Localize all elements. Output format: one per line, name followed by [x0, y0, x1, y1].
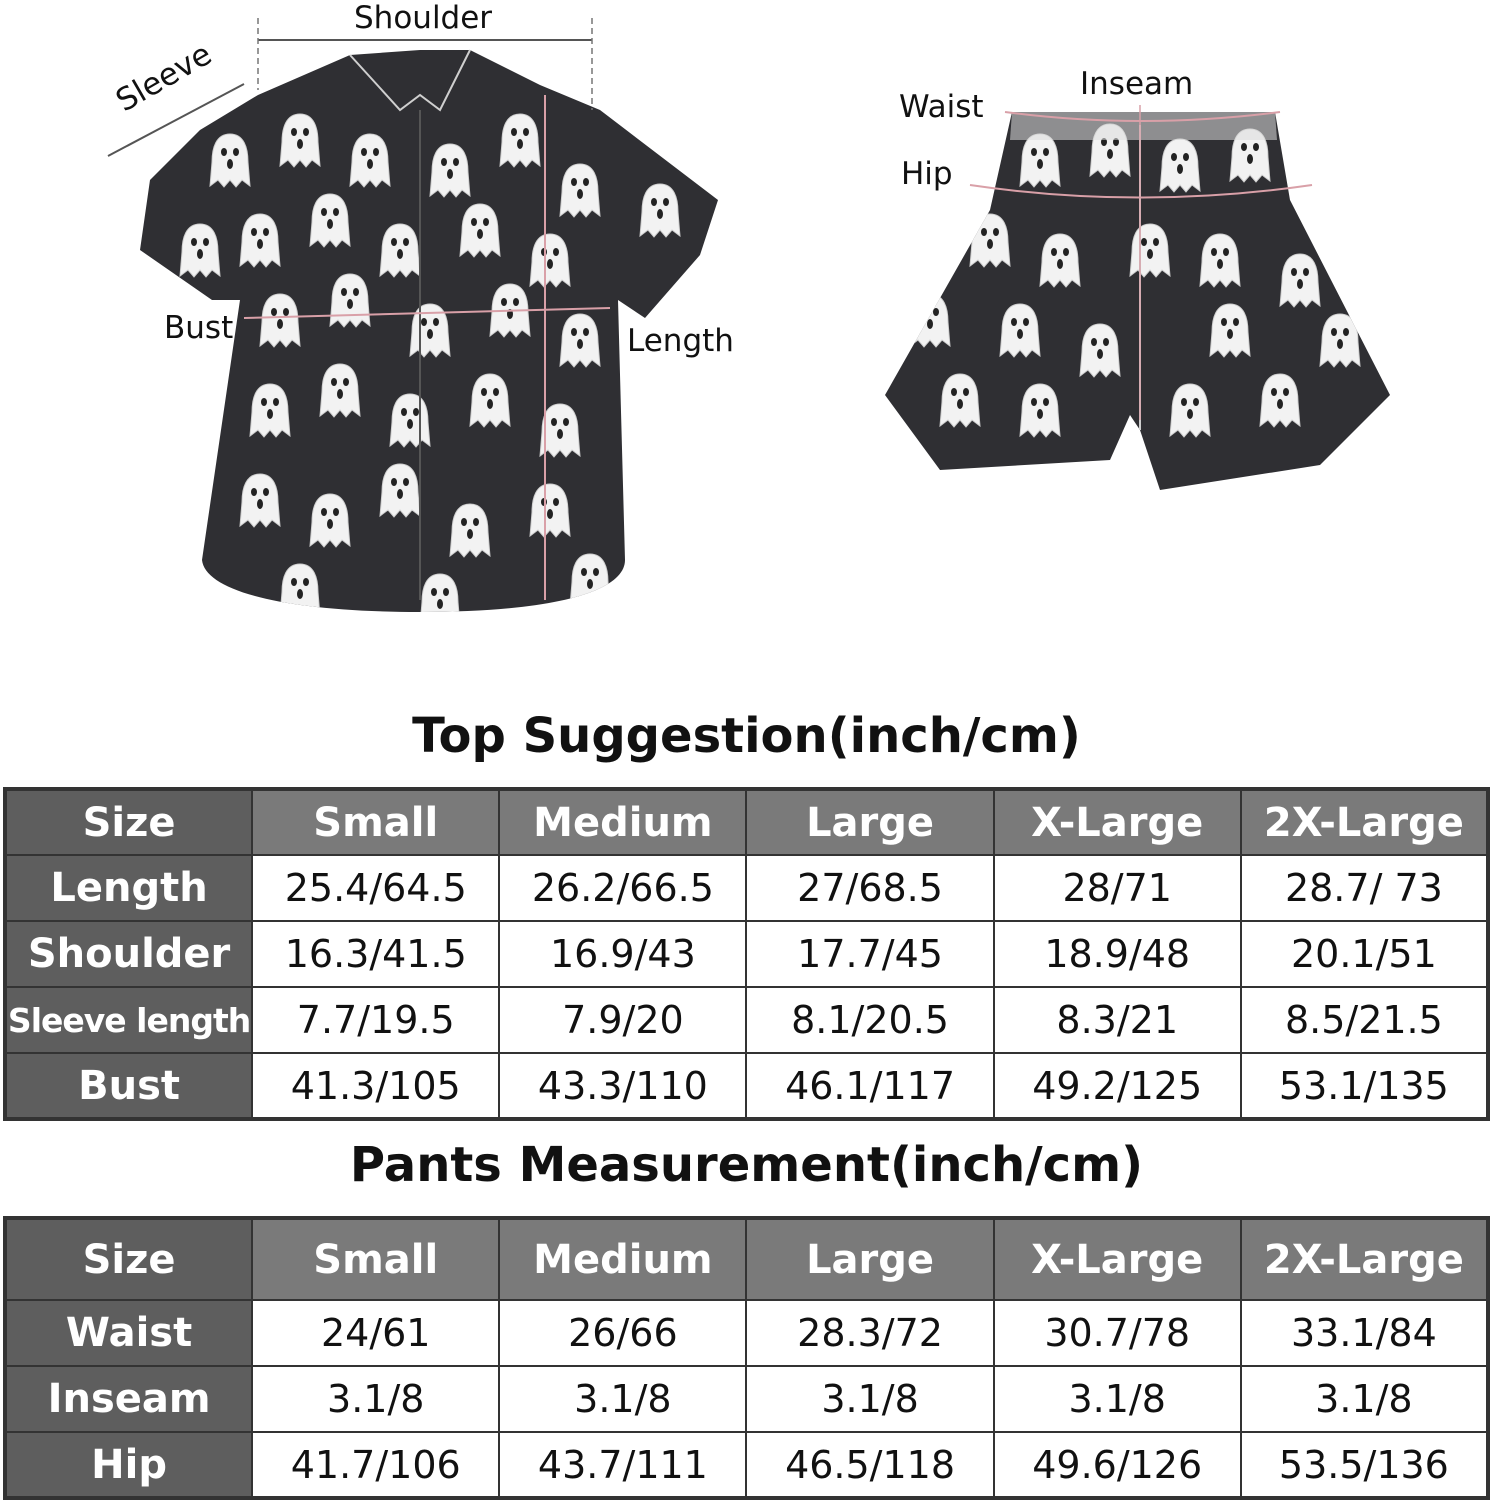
table-row	[5, 921, 1488, 987]
row-label-sleeve-length: Sleeve length	[5, 987, 252, 1053]
table-cell: 3.1/8	[746, 1366, 993, 1432]
table-cell: 46.1/117	[746, 1053, 993, 1119]
header-2x-large: 2X-Large	[1241, 789, 1488, 855]
table-cell: 8.5/21.5	[1241, 987, 1488, 1053]
pants-size-table	[3, 1216, 1490, 1500]
table-row	[5, 1366, 1488, 1432]
shoulder-label: Shoulder	[354, 0, 493, 36]
table-row	[5, 987, 1488, 1053]
table-cell: 17.7/45	[746, 921, 993, 987]
table-cell: 43.3/110	[499, 1053, 746, 1119]
table-cell: 7.9/20	[499, 987, 746, 1053]
table-cell: 43.7/111	[499, 1432, 746, 1498]
table-header-row	[5, 1218, 1488, 1300]
table-cell: 18.9/48	[994, 921, 1241, 987]
length-label: Length	[627, 323, 734, 359]
row-label-inseam: Inseam	[5, 1366, 252, 1432]
header-large: Large	[746, 1218, 993, 1300]
table-cell: 3.1/8	[1241, 1366, 1488, 1432]
table-cell: 26/66	[499, 1300, 746, 1366]
table-cell: 33.1/84	[1241, 1300, 1488, 1366]
hip-label: Hip	[901, 156, 953, 192]
row-label-waist: Waist	[5, 1300, 252, 1366]
table-cell: 27/68.5	[746, 855, 993, 921]
table-cell: 49.2/125	[994, 1053, 1241, 1119]
top-table-title: Top Suggestion(inch/cm)	[412, 708, 1081, 764]
table-row	[5, 1053, 1488, 1119]
table-cell: 28/71	[994, 855, 1241, 921]
table-cell: 25.4/64.5	[252, 855, 499, 921]
table-cell: 3.1/8	[994, 1366, 1241, 1432]
table-cell: 16.3/41.5	[252, 921, 499, 987]
table-cell: 28.7/ 73	[1241, 855, 1488, 921]
table-cell: 24/61	[252, 1300, 499, 1366]
header-small: Small	[252, 1218, 499, 1300]
table-row	[5, 1300, 1488, 1366]
row-label-bust: Bust	[5, 1053, 252, 1119]
table-cell: 30.7/78	[994, 1300, 1241, 1366]
pants-table-title: Pants Measurement(inch/cm)	[349, 1137, 1144, 1193]
table-cell: 26.2/66.5	[499, 855, 746, 921]
ghost-shorts-icon	[885, 112, 1390, 490]
header-2x-large: 2X-Large	[1241, 1218, 1488, 1300]
table-cell: 7.7/19.5	[252, 987, 499, 1053]
table-cell: 41.3/105	[252, 1053, 499, 1119]
inseam-label: Inseam	[1080, 66, 1194, 102]
row-label-shoulder: Shoulder	[5, 921, 252, 987]
top-size-table	[3, 787, 1490, 1121]
table-cell: 53.5/136	[1241, 1432, 1488, 1498]
bust-label: Bust	[164, 310, 234, 346]
header-medium: Medium	[499, 1218, 746, 1300]
table-cell: 49.6/126	[994, 1432, 1241, 1498]
table-cell: 28.3/72	[746, 1300, 993, 1366]
table-cell: 3.1/8	[252, 1366, 499, 1432]
header-corner: Size	[5, 1218, 252, 1300]
header-medium: Medium	[499, 789, 746, 855]
table-cell: 46.5/118	[746, 1432, 993, 1498]
table-cell: 8.3/21	[994, 987, 1241, 1053]
table-cell: 16.9/43	[499, 921, 746, 987]
header-large: Large	[746, 789, 993, 855]
row-label-hip: Hip	[5, 1432, 252, 1498]
header-x-large: X-Large	[994, 789, 1241, 855]
garment-diagram	[0, 0, 1493, 640]
header-corner: Size	[5, 789, 252, 855]
header-small: Small	[252, 789, 499, 855]
sleeve-label: Sleeve	[110, 36, 218, 120]
table-cell: 41.7/106	[252, 1432, 499, 1498]
table-cell: 53.1/135	[1241, 1053, 1488, 1119]
row-label-length: Length	[5, 855, 252, 921]
table-row	[5, 1432, 1488, 1498]
table-header-row	[5, 789, 1488, 855]
table-cell: 8.1/20.5	[746, 987, 993, 1053]
waist-label: Waist	[899, 89, 984, 125]
header-x-large: X-Large	[994, 1218, 1241, 1300]
table-row	[5, 855, 1488, 921]
table-cell: 20.1/51	[1241, 921, 1488, 987]
table-cell: 3.1/8	[499, 1366, 746, 1432]
